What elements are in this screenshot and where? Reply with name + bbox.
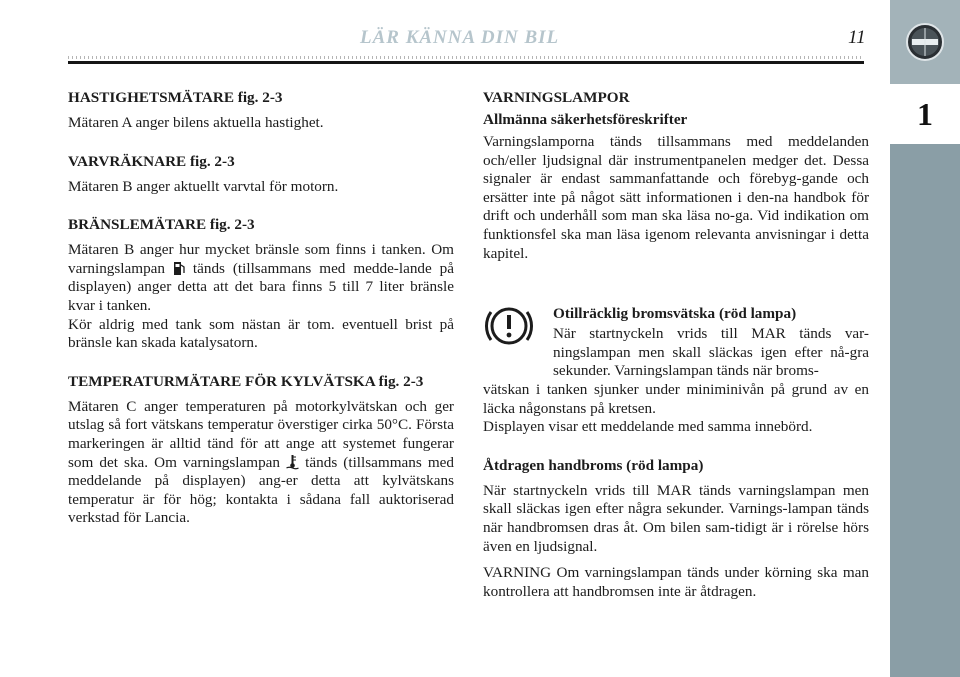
brake-fluid-text-rest: vätskan i tanken sjunker under miniminivån på grund av en läcka någonstans på kretsen.: [483, 380, 869, 417]
fuel-gauge-text-3: Kör aldrig med tank som nästan är tom. eventuell brist på bränsle kan skada katalysatorn.: [68, 315, 454, 352]
right-column: [483, 87, 869, 601]
handbrake-text: När startnyckeln vrids till MAR tänds varningslampan men skall släckas igen efter några sekunder. Varnings-lampan tänds när handbromsen dras åt. Om bilen sam-tidigt är i rörelse hörs även en ljudsignal.: [483, 481, 869, 555]
speedometer-text: Mätaren A anger bilens aktuella hastighet.: [68, 114, 324, 131]
speedometer-heading: HASTIGHETSMÄTARE fig. 2-3: [68, 89, 283, 106]
header-dotted-line: [68, 56, 864, 59]
fuel-gauge-heading: BRÄNSLEMÄTARE fig. 2-3: [68, 216, 255, 234]
fuel-pump-icon: [173, 260, 185, 276]
rev-counter-heading: VARVRÄKNARE fig. 2-3: [68, 152, 235, 170]
brake-fluid-text-indented: När startnyckeln vrids till MAR tänds var-ningslampan men skall släckas igen efter nå-gra sekunder. Varningslampan tänds när broms-: [553, 325, 869, 380]
brake-fluid-display-text: Displayen visar ett meddelande med samma innebörd.: [483, 418, 813, 436]
warning-lights-text: Varningslamporna tänds tillsammans med meddelanden och/eller ljudsignal där instrumentpanelen medger det. Dessa signaler är endast sammanfattande och förebyg-gande och ersätter inte på något sätt informationen i den-na handbok för drift och underhåll som man ska läsa no-ga. Vid indikation om funktionsfel ska man läsa igenom relevanta anvisningar i detta kapitel.: [483, 133, 869, 262]
coolant-temperature-icon: [286, 454, 299, 470]
coolant-temp-text-1: Mätaren C anger temperaturen på motorkylvätskan och ger utslag så fort vätskans temperatur överstiger cirka 50°C. Första markeringen är alltid tänd för att ange att systemet fungerar som det ska. Om varningslampan: [68, 397, 454, 471]
coolant-temp-paragraph: [68, 398, 454, 528]
fuel-gauge-text-1: Mätaren B anger hur mycket bränsle som finns i tanken. Om varningslampan: [68, 241, 454, 277]
fuel-gauge-text-2: tänds (tillsammans med medde-lande på displayen) anger detta att det bara finns 5 till 7 liter bränsle kvar i tanken.: [68, 259, 455, 314]
chapter-number: 1: [917, 96, 933, 132]
coolant-temp-heading: TEMPERATURMÄTARE FÖR KYLVÄTSKA fig. 2-3: [68, 372, 424, 390]
lancia-logo-icon: [905, 22, 945, 62]
header-rule: [68, 61, 864, 64]
warning-lights-heading: VARNINGSLAMPOR: [483, 89, 630, 106]
fuel-gauge-paragraph: [68, 241, 454, 353]
brake-warning-icon: [483, 300, 535, 352]
page-number: 11: [848, 27, 866, 48]
handbrake-heading: Åtdragen handbroms (röd lampa): [483, 456, 704, 474]
handbrake-warning-text: VARNING Om varningslampan tänds under körning ska man kontrollera att handbromsen inte är åtdragen.: [483, 564, 869, 600]
rev-counter-text: Mätaren B anger aktuellt varvtal för motorn.: [68, 177, 339, 195]
left-column: [68, 87, 454, 528]
coolant-temp-text-2: tänds (tillsammans med meddelande på displayen) ang-er detta att kylvätskans temperatur är för hög; kontakta i sådana fall auktoriserad verkstad för Lancia.: [68, 453, 454, 527]
safety-subheading: Allmänna säkerhetsföreskrifter: [483, 111, 688, 128]
brake-fluid-section: [483, 303, 869, 437]
brake-fluid-heading: Otillräcklig bromsvätska (röd lampa): [553, 305, 797, 323]
page-header-title: LÄR KÄNNA DIN BIL: [360, 27, 560, 48]
